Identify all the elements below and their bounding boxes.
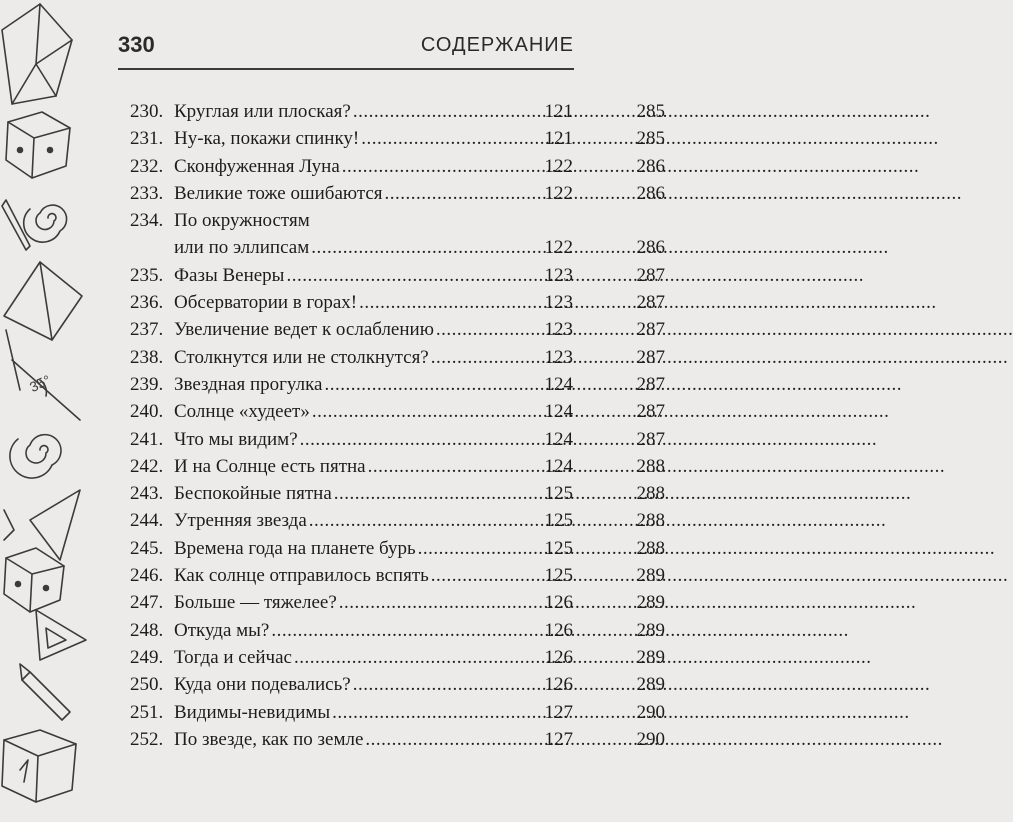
entry-title-line	[174, 289, 532, 316]
entry-page-question: 125	[544, 483, 573, 505]
entry-page-question: 122	[544, 155, 573, 177]
entry-title-line	[174, 262, 532, 289]
entry-page-question: 125	[544, 510, 573, 532]
entry-page-question: 127	[544, 701, 573, 723]
entry-title: По окружностям	[174, 210, 310, 232]
entry-page-answer: 287	[636, 292, 665, 314]
entry-title-line	[174, 617, 532, 644]
entry-title: Куда они подевались?	[174, 674, 351, 696]
entry-number: 247.	[130, 592, 164, 614]
dot-leader	[418, 535, 996, 562]
entry-page-question: 126	[544, 674, 573, 696]
entry-title: Утренняя звезда	[174, 510, 307, 532]
entry-number: 245.	[130, 537, 164, 559]
entry-page-answer: 289	[636, 674, 665, 696]
entry-page-answer: 289	[636, 646, 665, 668]
entry-page-question: 121	[544, 101, 573, 122]
pencil-icon	[20, 664, 70, 720]
entry-title-line	[174, 153, 532, 180]
entry-title: Сконфуженная Луна	[174, 155, 340, 177]
entry-page-question: 123	[544, 264, 573, 286]
page-number: 330	[118, 32, 155, 57]
entry-title: И на Солнце есть пятна	[174, 455, 366, 477]
toc-entry	[130, 562, 665, 589]
entry-number: 252.	[130, 728, 164, 750]
entry-title: Тогда и сейчас	[174, 646, 292, 668]
toc-entry	[130, 589, 665, 616]
entry-page-answer: 287	[636, 264, 665, 286]
entry-title: Как солнце отправилось вспять	[174, 565, 429, 587]
dice-icon	[6, 112, 70, 178]
entry-page-answer: 285	[636, 101, 665, 122]
entry-page-question: 125	[544, 537, 573, 559]
entry-title-line	[174, 562, 532, 589]
entry-title-line	[174, 426, 532, 453]
pyramid-icon	[4, 262, 82, 340]
entry-title-line	[174, 535, 532, 562]
entry-page-answer: 288	[636, 537, 665, 559]
entry-page-question: 127	[544, 728, 573, 750]
entry-title-line	[174, 589, 532, 616]
entry-title: Увеличение ведет к ослаблению	[174, 319, 434, 341]
entry-page-answer: 288	[636, 483, 665, 505]
entry-page-question: 125	[544, 565, 573, 587]
entry-number: 240.	[130, 401, 164, 423]
entry-title-line	[174, 207, 532, 234]
entry-number: 244.	[130, 510, 164, 532]
entry-page-question: 124	[544, 428, 573, 450]
entry-page-answer: 287	[636, 319, 665, 341]
toc-entry	[130, 289, 665, 316]
entry-number: 249.	[130, 646, 164, 668]
entry-title: Звездная прогулка	[174, 373, 323, 395]
entry-page-question: 126	[544, 592, 573, 614]
entry-title: Солнце «худеет»	[174, 401, 310, 423]
header-divider	[118, 68, 574, 70]
entry-title-line	[174, 98, 532, 125]
entry-page-answer: 287	[636, 346, 665, 368]
entry-page-answer: 286	[636, 237, 665, 259]
entry-page-question: 126	[544, 646, 573, 668]
toc-entry	[130, 125, 665, 152]
polyhedron-icon	[2, 4, 72, 104]
dot-leader	[385, 180, 963, 207]
entry-title: Обсерватории в горах!	[174, 292, 358, 314]
entry-title: Откуда мы?	[174, 619, 270, 641]
entry-title: Великие тоже ошибаются	[174, 182, 383, 204]
set-square-icon	[36, 610, 86, 660]
entry-title: Что мы видим?	[174, 428, 298, 450]
entry-page-answer: 285	[636, 128, 665, 150]
toc-entry	[130, 426, 665, 453]
toc-entry	[130, 153, 665, 180]
entry-page-question: 124	[544, 373, 573, 395]
entry-number: 239.	[130, 373, 164, 395]
page-header	[118, 28, 574, 64]
toc-entry	[130, 453, 665, 480]
entry-page-answer: 288	[636, 510, 665, 532]
entry-number: 234.	[130, 210, 164, 232]
toc-entry	[130, 371, 665, 398]
entry-number: 250.	[130, 674, 164, 696]
entry-page-answer: 288	[636, 455, 665, 477]
entry-number: 241.	[130, 428, 164, 450]
entry-number: 248.	[130, 619, 164, 641]
entry-title: Больше — тяжелее?	[174, 592, 337, 614]
entry-page-question: 124	[544, 455, 573, 477]
entry-page-answer: 287	[636, 401, 665, 423]
entry-page-answer: 290	[636, 728, 665, 750]
spiral-icon	[10, 435, 61, 478]
entry-title-line	[174, 398, 532, 425]
angle-label: 35°	[27, 371, 53, 396]
entry-number: 231.	[130, 128, 164, 150]
triangle-icon	[4, 490, 80, 560]
entry-number: 246.	[130, 565, 164, 587]
table-of-contents	[130, 98, 665, 753]
toc-entry	[130, 644, 665, 671]
entry-title-line	[174, 726, 532, 753]
cube-icon	[2, 730, 76, 802]
entry-page-answer: 290	[636, 701, 665, 723]
entry-title-line	[174, 671, 532, 698]
entry-title: Фазы Венеры	[174, 264, 285, 286]
toc-entry	[130, 180, 665, 207]
entry-page-question: 122	[544, 237, 573, 259]
entry-title: или по эллипсам	[174, 237, 310, 259]
toc-entry	[130, 699, 665, 726]
toc-entry	[130, 617, 665, 644]
entry-page-answer: 286	[636, 155, 665, 177]
spiral-icon	[24, 205, 67, 242]
entry-title: Видимы-невидимы	[174, 701, 331, 723]
toc-entry	[130, 207, 574, 234]
entry-page-answer: 287	[636, 373, 665, 395]
entry-page-question: 121	[544, 128, 573, 150]
entry-number: 242.	[130, 455, 164, 477]
entry-number: 238.	[130, 346, 164, 368]
entry-number: 237.	[130, 319, 164, 341]
entry-page-answer: 286	[636, 182, 665, 204]
entry-page-answer: 287	[636, 428, 665, 450]
toc-entry	[130, 316, 665, 343]
toc-entry	[130, 344, 665, 371]
dot-leader	[431, 344, 1009, 371]
entry-number: 251.	[130, 701, 164, 723]
entry-number: 235.	[130, 264, 164, 286]
entry-title: Беспокойные пятна	[174, 483, 332, 505]
entry-number: 233.	[130, 182, 164, 204]
entry-page-answer: 289	[636, 592, 665, 614]
entry-page-question: 126	[544, 619, 573, 641]
entry-title-line	[174, 125, 532, 152]
toc-entry	[130, 726, 665, 753]
toc-entry	[130, 398, 665, 425]
toc-entry	[130, 98, 665, 125]
dot-leader	[436, 316, 1013, 343]
entry-title-line	[174, 699, 532, 726]
entry-page-question: 124	[544, 401, 573, 423]
entry-title: Круглая или плоская?	[174, 101, 351, 122]
entry-title-line	[174, 234, 532, 261]
entry-title-line	[174, 507, 532, 534]
toc-entry	[130, 480, 665, 507]
entry-title: Времена года на планете бурь	[174, 537, 416, 559]
entry-title-line	[174, 480, 532, 507]
entry-page-question: 123	[544, 292, 573, 314]
dot-leader	[431, 562, 1009, 589]
entry-title: По звезде, как по земле	[174, 728, 364, 750]
section-title: СОДЕРЖАНИЕ	[420, 34, 574, 56]
entry-number: 243.	[130, 483, 164, 505]
entry-page-answer: 289	[636, 565, 665, 587]
entry-title: Столкнутся или не столкнутся?	[174, 346, 429, 368]
entry-title-line	[174, 644, 532, 671]
entry-title-line	[174, 344, 532, 371]
entry-title-line	[174, 453, 532, 480]
entry-number: 236.	[130, 292, 164, 314]
entry-page-question: 123	[544, 346, 573, 368]
entry-page-question: 123	[544, 319, 573, 341]
entry-page-question: 122	[544, 182, 573, 204]
pencil-icon	[2, 200, 30, 250]
dice-icon	[4, 548, 64, 612]
margin-doodles	[0, 0, 90, 822]
entry-title-line	[174, 180, 532, 207]
entry-number: 232.	[130, 155, 164, 177]
entry-number: 230.	[130, 101, 164, 122]
entry-title: Ну-ка, покажи спинку!	[174, 128, 360, 150]
entry-page-answer: 289	[636, 619, 665, 641]
toc-entry	[130, 535, 665, 562]
entry-title-line	[174, 316, 532, 343]
toc-entry	[130, 234, 665, 261]
toc-entry	[130, 262, 665, 289]
entry-title-line	[174, 371, 532, 398]
toc-entry	[130, 671, 665, 698]
toc-entry	[130, 507, 665, 534]
